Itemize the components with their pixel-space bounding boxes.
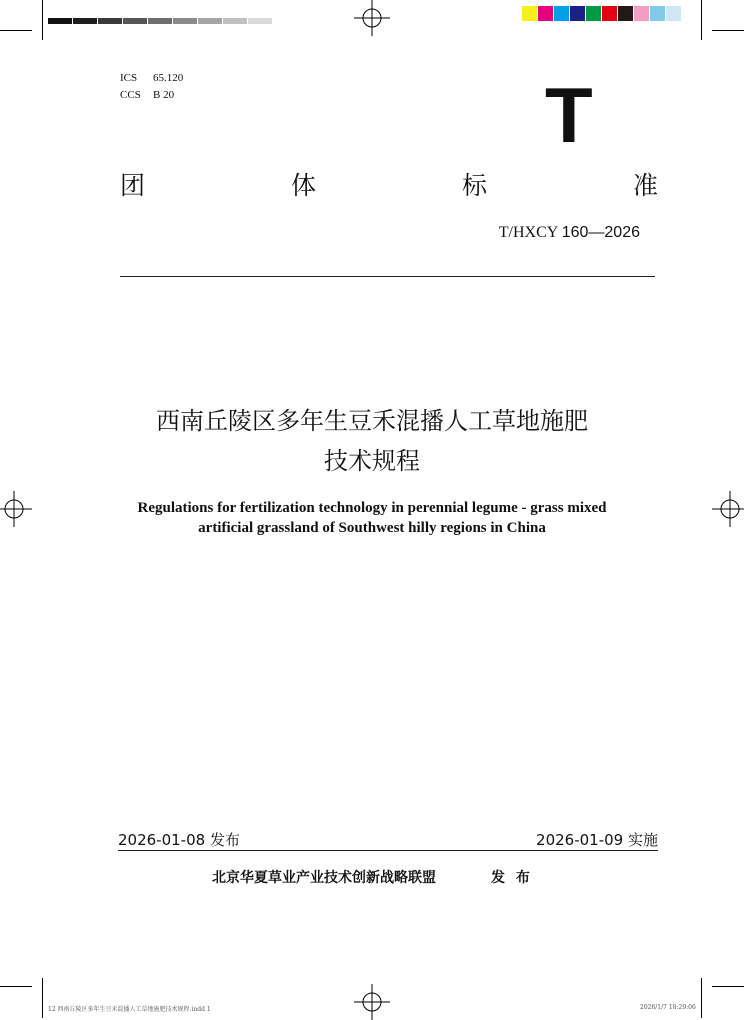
color-swatch: [586, 6, 602, 21]
registration-mark: [354, 0, 390, 36]
issue-label: 发 布: [491, 870, 530, 886]
ics-line: [120, 70, 183, 87]
registration-mark: [354, 984, 390, 1020]
color-swatch: [634, 6, 650, 21]
standard-type-char: 团: [120, 171, 146, 200]
color-swatch: [538, 6, 554, 21]
print-slug-file: 12 西南丘陵区多年生豆禾混播人工草地施肥技术规程.indd 1: [48, 1006, 211, 1013]
publish-date: 2026-01-08 发布: [118, 831, 240, 849]
color-swatch: [618, 6, 634, 21]
standard-number-prefix: T/HXCY: [498, 224, 558, 241]
ccs-label: CCS: [120, 89, 141, 101]
title-chinese-line-2: 技术规程: [324, 447, 420, 475]
gray-swatch: [98, 18, 122, 24]
standard-type-char: 体: [290, 171, 316, 200]
gray-swatch: [173, 18, 197, 24]
gray-swatch: [48, 18, 72, 24]
standard-type: [120, 170, 658, 202]
color-control-strip: [522, 6, 682, 21]
crop-mark: [712, 986, 744, 987]
issuer-organization: 北京华夏草业产业技术创新战略联盟: [212, 870, 436, 886]
standard-number: [499, 224, 640, 242]
ics-label: ICS: [120, 72, 138, 84]
title-english-line-1: Regulations for fertilization technology in perennial legume - grass mixed: [137, 500, 607, 516]
crop-mark: [42, 0, 43, 40]
classification-codes: [120, 70, 183, 104]
standard-type-char: 标: [461, 171, 487, 200]
title-english-line-2: artificial grassland of Southwest hilly regions in China: [198, 520, 546, 536]
crop-mark: [701, 0, 702, 40]
category-letter: T: [545, 71, 593, 159]
footer-divider: [118, 850, 658, 851]
gray-swatch: [73, 18, 97, 24]
color-swatch: [522, 6, 538, 21]
color-swatch: [554, 6, 570, 21]
ccs-line: [120, 87, 183, 104]
color-swatch: [650, 6, 666, 21]
gray-swatch: [248, 18, 272, 24]
ccs-value: B 20: [153, 89, 175, 101]
gray-swatch: [198, 18, 222, 24]
header-divider: [120, 276, 655, 277]
implement-date: 2026-01-09 实施: [536, 831, 658, 849]
color-swatch: [602, 6, 618, 21]
color-swatch: [570, 6, 586, 21]
crop-mark: [701, 978, 702, 1018]
gray-control-strip: [48, 18, 273, 24]
gray-swatch: [223, 18, 247, 24]
gray-swatch: [148, 18, 172, 24]
crop-mark: [0, 986, 32, 987]
dates-row: [118, 829, 658, 850]
standard-type-char: 准: [632, 171, 658, 200]
crop-mark: [712, 30, 744, 31]
gray-swatch: [123, 18, 147, 24]
crop-mark: [0, 30, 32, 31]
color-swatch: [666, 6, 682, 21]
ics-value: 65.120: [153, 72, 184, 84]
standard-number-value: 160—2026: [561, 224, 640, 241]
title-chinese-line-1: 西南丘陵区多年生豆禾混播人工草地施肥: [156, 407, 588, 435]
crop-mark: [42, 978, 43, 1018]
print-slug-timestamp: 2026/1/7 18:29:06: [640, 1004, 696, 1011]
